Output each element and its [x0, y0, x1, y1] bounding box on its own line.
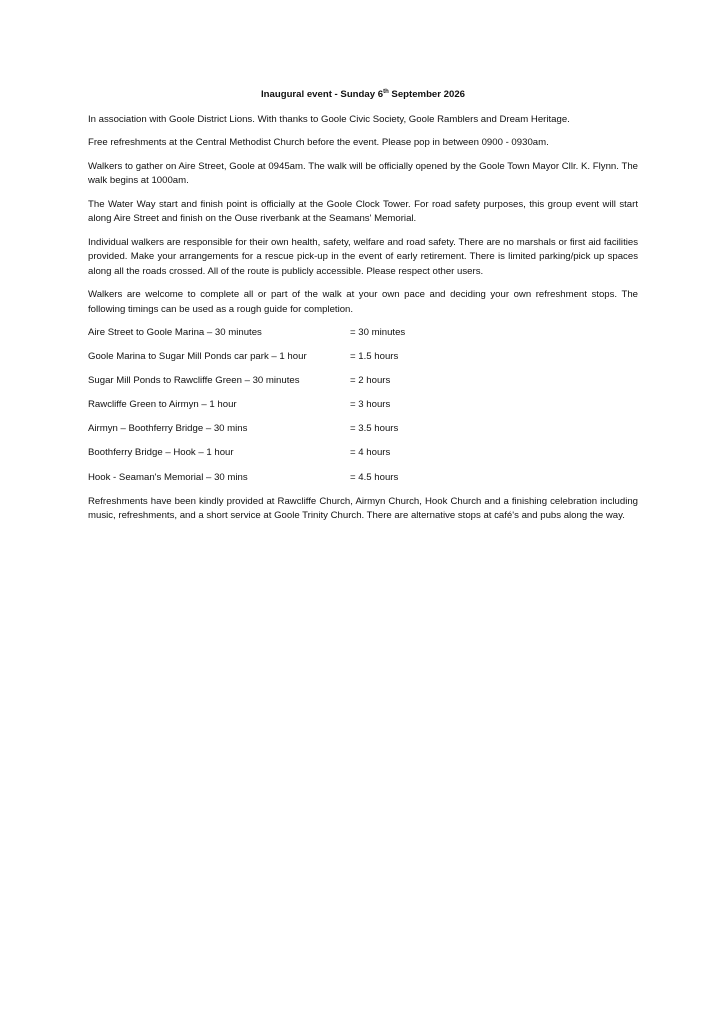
- timing-row: [88, 446, 638, 461]
- timing-cumulative: = 4.5 hours: [350, 471, 399, 483]
- timing-segment: Sugar Mill Ponds to Rawcliffe Green – 30 minutes: [88, 375, 300, 387]
- timing-cumulative: = 2 hours: [350, 375, 391, 387]
- timing-segment: Airmyn – Boothferry Bridge – 30 mins: [88, 423, 248, 435]
- refreshments-paragraph: Free refreshments at the Central Methodist Church before the event. Please pop in between 0900 - 0930am.: [88, 137, 549, 148]
- timing-cumulative: = 4 hours: [350, 447, 391, 459]
- timing-cumulative: = 30 minutes: [350, 327, 406, 338]
- start-finish-paragraph: The Water Way start and finish point is officially at the Goole Clock Tower. For road safety purposes, this group event will start along Aire Street and finish on the Ouse riverbank at the Seamans' Memorial.: [88, 198, 638, 224]
- association-paragraph: In association with Goole District Lions. With thanks to Goole Civic Society, Goole Ramblers and Dream Heritage.: [88, 113, 570, 125]
- timing-cumulative: = 3 hours: [350, 399, 391, 411]
- timing-segment: Rawcliffe Green to Airmyn – 1 hour: [88, 399, 237, 411]
- timing-row: [88, 350, 638, 365]
- event-title: [88, 88, 638, 103]
- event-title-suffix: September 2026: [388, 89, 466, 100]
- timing-segment: Boothferry Bridge – Hook – 1 hour: [88, 447, 234, 459]
- timing-row: [88, 374, 638, 389]
- timing-row: [88, 422, 638, 437]
- document-page: [88, 88, 638, 533]
- event-title-prefix: Inaugural event - Sunday 6: [260, 89, 384, 100]
- timing-row: [88, 326, 638, 341]
- timing-cumulative: = 3.5 hours: [350, 423, 399, 435]
- pace-paragraph: Walkers are welcome to complete all or part of the walk at your own pace and deciding your own refreshment stops. The following timings can be used as a rough guide for completion.: [88, 289, 638, 315]
- timing-cumulative: = 1.5 hours: [350, 351, 399, 363]
- timing-row: [88, 398, 638, 413]
- safety-paragraph: Individual walkers are responsible for their own health, safety, welfare and road safety. There are no marshals or first aid facilities provided. Make your arrangements for a rescue pick-up in the event of early retirement. There is limited parking/pick up spaces along all the roads crossed. All of the route is publicly accessible. Please respect other users.: [88, 236, 638, 277]
- timing-segment: Goole Marina to Sugar Mill Ponds car park – 1 hour: [88, 351, 307, 363]
- gathering-paragraph: Walkers to gather on Aire Street, Goole at 0945am. The walk will be officially opened by the Goole Town Mayor Cllr. K. Flynn. The walk begins at 1000am.: [88, 160, 638, 186]
- timings-list: [88, 326, 638, 485]
- timing-row: [88, 471, 638, 486]
- event-title-ordinal: th: [383, 88, 389, 95]
- closing-paragraph: Refreshments have been kindly provided at Rawcliffe Church, Airmyn Church, Hook Church and a finishing celebration including music, refreshments, and a short service at Goole Trinity Church. There are alternative stops at café's and pubs along the way.: [88, 495, 638, 522]
- timing-segment: Aire Street to Goole Marina – 30 minutes: [88, 327, 262, 338]
- timing-segment: Hook - Seaman's Memorial – 30 mins: [88, 471, 248, 483]
